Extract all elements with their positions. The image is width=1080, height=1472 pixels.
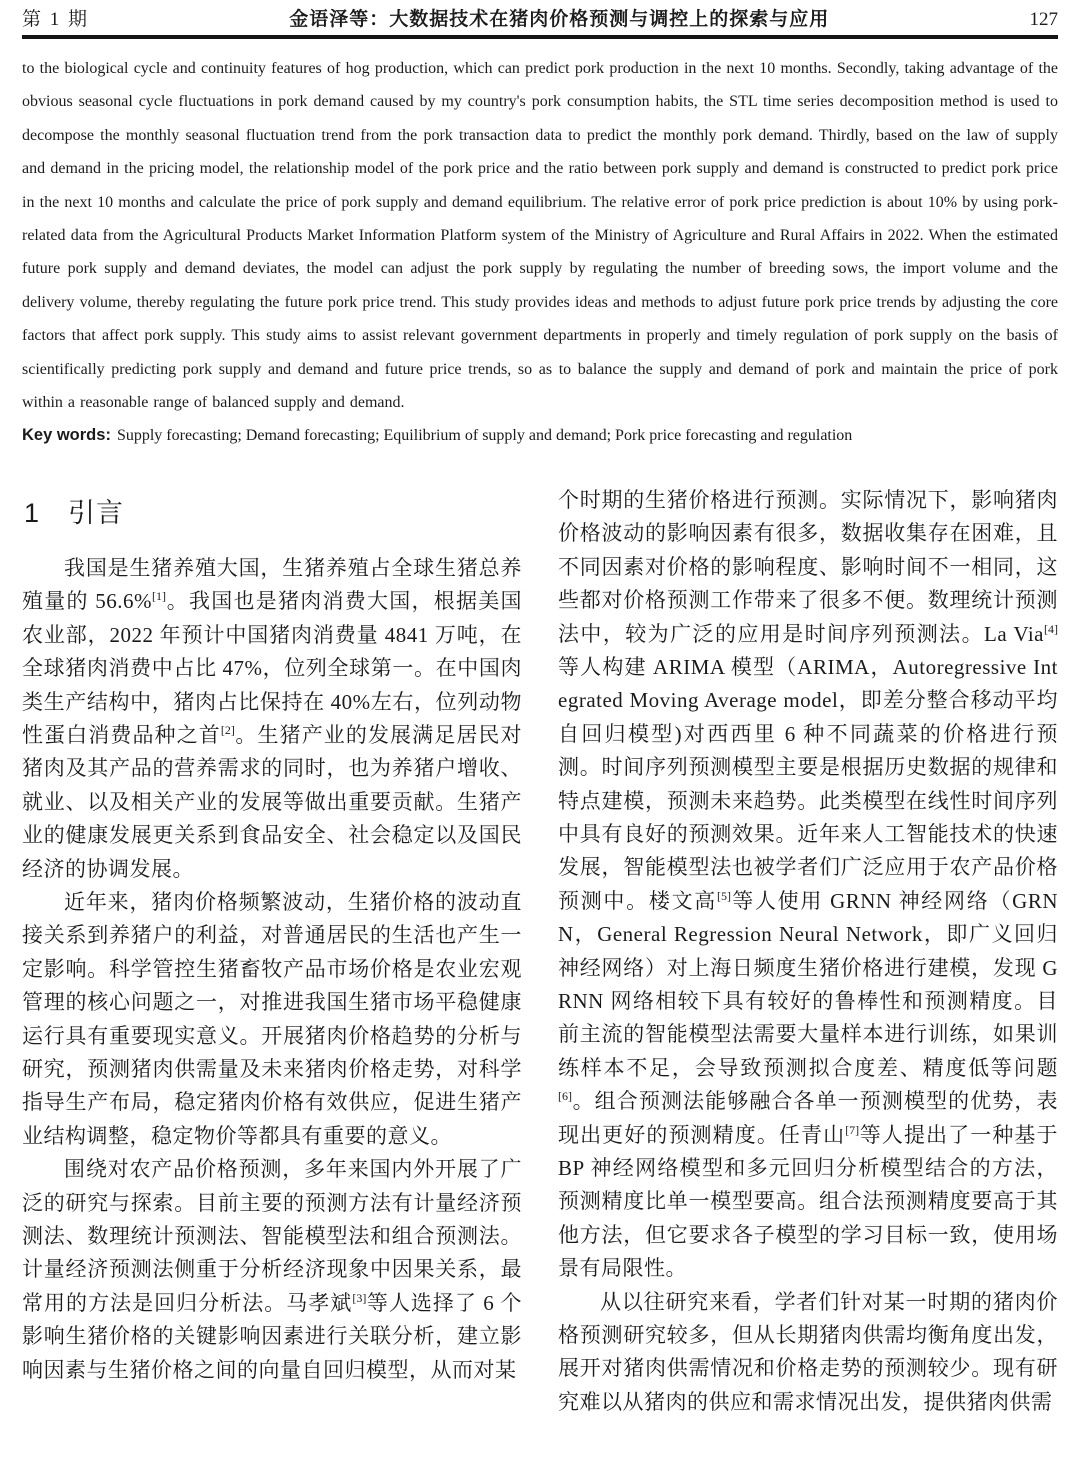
section-heading [24,496,522,530]
paragraph: 个时期的生猪价格进行预测。实际情况下，影响猪肉价格波动的影响因素有很多，数据收集存在困难，且不同因素对价格的影响程度、影响时间不一相同，这些都对价格预测工作带来了很多不便。数理统计预测法中，较为广泛的应用是时间序列预测法。La Via[4]等人构建 ARIMA 模型（ARIMA，Autoregressive Integrated Moving Average model，即差分整合移动平均自回归模型)对西西里 6 种不同蔬菜的价格进行预测。时间序列预测模型主要是根据历史数据的规律和特点建模，预测未来趋势。此类模型在线性时间序列中具有良好的预测效果。近年来人工智能技术的快速发展，智能模型法也被学者们广泛应用于农产品价格预测中。楼文高[5]等人使用 GRNN 神经网络（GRNN，General Regression Neural Network，即广义回归神经网络）对上海日频度生猪价格进行建模，发现 GRNN 网络相较下具有较好的鲁棒性和预测精度。目前主流的智能模型法需要大量样本进行训练，如果训练样本不足，会导致预测拟合度差、精度低等问题[6]。组合预测法能够融合各单一预测模型的优势，表现出更好的预测精度。任青山[7]等人提出了一种基于 BP 神经网络模型和多元回归分析模型结合的方法，预测精度比单一模型要高。组合法预测精度要高于其他方法，但它要求各子模型的学习目标一致，使用场景有局限性。 [558,487,1059,1281]
right-column [558,484,1058,1419]
abstract-text: to the biological cycle and continuity features of hog production, which can predict pork production in the next 10 months. Secondly, taking advantage of the obvious seasonal cycle fluctuations in pork demand caused by my country's pork consumption habits, the STL time series decomposition method is used to decompose the monthly seasonal fluctuation trend from the pork transaction data to predict the monthly pork demand. Thirdly, based on the law of supply and demand in the pricing model, the relationship model of the pork price and the ratio between pork supply and demand is constructed to predict pork price in the next 10 months and calculate the price of pork supply and demand equilibrium. The relative error of pork price prediction is about 10% by using pork-related data from the Agricultural Products Market Information Platform system of the Ministry of Agriculture and Rural Affairs in 2022. When the estimated future pork supply and demand deviates, the model can adjust the pork supply by regulating the number of breeding sows, the import volume and the delivery volume, thereby regulating the future pork price trend. This study provides ideas and methods to adjust future pork price trends by adjusting the core factors that affect pork supply. This study aims to assist relevant government departments in properly and timely regulation of pork supply on the basis of scientifically predicting pork supply and demand and future price trends, so as to balance the supply and demand of pork and maintain the price of pork within a reasonable range of balanced supply and demand. [22,60,1058,412]
paragraph: 我国是生猪养殖大国，生猪养殖占全球生猪总养殖量的 56.6%[1]。我国也是猪肉消费大国，根据美国农业部，2022 年预计中国猪肉消费量 4841 万吨，在全球猪肉消费中占比 47%，位列全球第一。在中国肉类生产结构中，猪肉占比保持在 40%左右，位列动物性蛋白消费品种之首[2]。生猪产业的发展满足居民对猪肉及其产品的营养需求的同时，也为养猪户增收、就业、以及相关产业的发展等做出重要贡献。生猪产业的健康发展更关系到食品安全、社会稳定以及国民经济的协调发展。 [22,555,523,881]
page-number: 127 [1029,9,1058,30]
paragraph: 围绕对农产品价格预测，多年来国内外开展了广泛的研究与探索。目前主要的预测方法有计量经济预测法、数理统计预测法、智能模型法和组合预测法。计量经济预测法侧重于分析经济现象中因果关系，最常用的方法是回归分析法。马孝斌[3]等人选择了 6 个影响生猪价格的关键影响因素进行关联分析，建立影响因素与生猪价格之间的向量自回归模型，从而对某 [22,1157,523,1382]
keywords-text: Supply forecasting; Demand forecasting; Equilibrium of supply and demand; Pork price forecasting and regulation [116,427,853,445]
keywords-line [22,419,1058,452]
keywords-label: Key words: [22,426,111,445]
section-number: 1 [24,497,41,528]
header-rule [22,35,1058,39]
abstract-section [22,52,1058,453]
paragraph: 近年来，猪肉价格频繁波动，生猪价格的波动直接关系到养猪户的利益，对普通居民的生活也产生一定影响。科学管控生猪畜牧产品市场价格是农业宏观管理的核心问题之一，对推进我国生猪市场平稳健康运行具有重要现实意义。开展猪肉价格趋势的分析与研究，预测猪肉供需量及未来猪肉价格走势，对科学指导生产布局，稳定猪肉价格有效供应，促进生猪产业结构调整，稳定物价等都具有重要的意义。 [22,889,522,1148]
paragraph: 从以往研究来看，学者们针对某一时期的猪肉价格预测研究较多，但从长期猪肉供需均衡角度出发，展开对猪肉供需情况和价格走势的预测较少。现有研究难以从猪肉的供应和需求情况出发，提供猪肉供需 [558,1289,1058,1414]
two-column-body [22,484,1058,1419]
section-title: 引言 [68,497,125,528]
issue-label: 第 1 期 [22,9,90,30]
running-title: 金语泽等：大数据技术在猪肉价格预测与调控上的探索与应用 [289,9,830,30]
page-header [22,8,1058,32]
left-column [22,484,522,1419]
